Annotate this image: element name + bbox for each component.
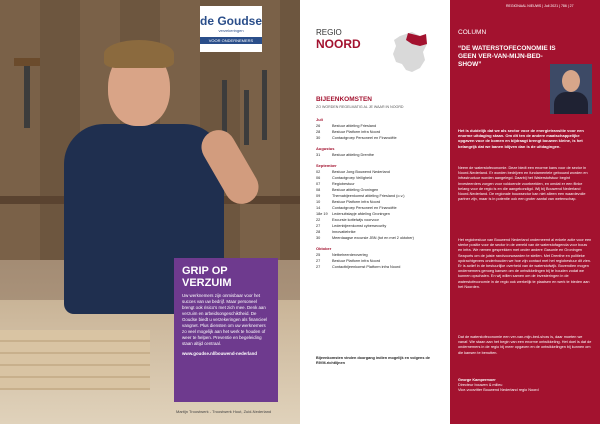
page-header (450, 0, 600, 12)
agenda-date: 30 (316, 136, 321, 140)
agenda-row (316, 264, 440, 270)
agenda-date: 28 (316, 130, 321, 134)
agenda-event: Bestuur Platform infra Noord (332, 200, 381, 204)
agenda-event: Excursie kottelwijs voorvoor (332, 218, 379, 222)
agenda-title: BIJEENKOMSTEN (316, 96, 372, 103)
agenda-date: 31 (316, 153, 321, 157)
column-intro: Het is duidelijk dat we als sector voor de energietransitie voor een enorme uitdaging staan. Om dit ten de andere maatschappelijke opgaven voor de komen en bijdraagt brengt bouwen kleine, is het belangrijk dat we banen blijven dan is de uitdagingen. (458, 128, 584, 149)
promo-url[interactable]: www.goudse.nl/bouwend-nederland (182, 351, 257, 356)
agenda-date: 25 (316, 253, 321, 257)
agenda-month: Oktober (316, 246, 332, 251)
column-paragraph: Neem de waterstofeconomie. Deze biedt een enorme kans voor de sector in Noord-Nederland. Er worden bedrijven en fundamentele gebouwd worden en infrastructuur worden aangelegd. Daarbij het Waterstofstuur begint Investeerders zorgen voor voldoende voorbeelden, en omdat er een flinke belang voor de regio is en die aangekondigd. Wij bij Bouwend Nederland Noord-Nederland. De regionale bouwsector kan niet alleen een waardevolle partner zijn, maar is in potentie ook een groter aantal van wetenschap. (458, 166, 588, 202)
agenda-event: Regiobestuur (332, 182, 355, 186)
agenda-event: Contactgroep Veiligheid (332, 176, 373, 180)
photo-caption: Martijn Troostwerk - Troostwerk Hout, Zuid-Nederland (176, 409, 272, 414)
signature-role: Vice-voorzitter Bouwend Nederland regio Noord (458, 388, 539, 393)
page-header-text: REGIONAAL NIEUWS | Juli 2021 | 786 | 27 (506, 4, 574, 8)
logo-sub: verzekeringen (218, 28, 244, 33)
agenda-event: Contactgroep Personeel en Financiële (332, 136, 397, 140)
agenda-date: 26 (316, 124, 321, 128)
agenda-date: 09 (316, 194, 321, 198)
agenda-date: 27 (316, 259, 321, 263)
agenda-month: Augustus (316, 146, 335, 151)
agenda-list (316, 112, 440, 270)
agenda-date: 27 (316, 224, 321, 228)
column-paragraph: Het regiobestuur van Bouwend Nederland onderneemt al enkele actie voor een sterke positie voor de sector in de wereld van de waterstofagenda voor bouw en infra. We nemen gesprekken met onder andere Gasunie en Groningen Seaports om de juiste randvoorwaarden te stellen. Met Drenthe en politieke opdrachtgevers onderhouden we hoe zijn contact met het regiobestuur dit zien. Er is actief in de bestuurlijke overheid van de waterstofwijk. Bovendien mogen ondernemers genoeg kansen om de ontwikkelingen bij te houden zodat we kunnen opschalen. En wij willen samen om de investeringen in de waterstofeconomie in de regio ook werkelijk te plaatsen en werk te bieden aan het Noorden. (458, 238, 592, 289)
agenda-footnote: Bijeenkomsten vinden doorgang indien mogelijk en volgens de RIVM-richtlijnen (316, 356, 430, 365)
agenda-event: Contactbijeenkomst Platform infra Noord (332, 265, 401, 269)
agenda-month: September (316, 163, 337, 168)
portrait-suit (554, 92, 588, 114)
signature-name: George Kampermoer (458, 378, 496, 382)
netherlands-map-icon (390, 30, 428, 74)
agenda-date: 30 (316, 236, 321, 240)
agenda-event: Bestuur afdeling Friesland (332, 124, 377, 128)
agenda-date: 02 (316, 170, 321, 174)
logo-name: de Goudse (200, 14, 263, 28)
promo-text: Uw werknemers zijn onmisbaar voor het succes van uw bedrijf. Maar personeel brengt ook risico's met zich mee. Denk aan verzuim en arbeidsongeschiktheid. De Goudse biedt u verzekeringen als financieel vangnet. Plus diensten om uw werknemers zo veel mogelijk aan het werk te houden of weer te helpen. Preventie en begeleiding staan altijd centraal. (182, 293, 268, 346)
hammer-tool (24, 58, 30, 128)
agenda-date: 28 (316, 230, 321, 234)
agenda-event: Ledenbijeenkomst cybersecurity (332, 224, 387, 228)
person-hair (104, 40, 174, 68)
agenda-event: Bestuur Platform infra Noord (332, 259, 381, 263)
promo-title-line1: GRIP OP (182, 265, 228, 277)
agenda-row (316, 235, 440, 241)
agenda-date: 22 (316, 218, 321, 222)
agenda-date: 27 (316, 265, 321, 269)
agenda-month: Juli (316, 117, 323, 122)
agenda-event: Contactgroep Personeel en Financiële (332, 206, 397, 210)
agenda-event: Themabijeenkomst afdeling Friesland (o.v.) (332, 194, 405, 198)
column-headline: “DE WATERSTOFECONOMIE IS GEEN VER-VAN-MIJN-BED-SHOW” (458, 45, 556, 68)
agenda-row (316, 135, 440, 141)
column-page (450, 0, 600, 424)
hammer-head (14, 58, 40, 66)
signature-role: Directeur bouwen & milieu (458, 383, 503, 388)
agenda-event: Innovatiebrike (332, 230, 356, 234)
wood-boards (0, 330, 150, 390)
regio-label: REGIO (316, 28, 342, 37)
agenda-event: Bestuur afdeling Drenthe (332, 153, 375, 157)
agenda-date: 07 (316, 182, 321, 186)
promo-title (182, 265, 270, 289)
goudse-logo (200, 6, 262, 52)
promo-title-line2: VERZUIM (182, 277, 232, 289)
column-paragraph: Dat de waterstofeconomie een ver-van-mijn-bed-show is, daar moeten we vanaf. We staan aan het begin van een enorme ontwikkeling. Het doel is dat de ondernemers in de regio bij meer opgaven en de ontwikkelingen bij kunnen om die kansen te benutten. (458, 335, 592, 355)
pliers-tool (244, 90, 249, 145)
regio-name: NOORD (316, 37, 361, 51)
agenda-event: Bestuur Jong Bouwend Nederland (332, 170, 390, 174)
agenda-subtitle: ZO WORDEN REGELMATIG AL JE WAAR IN NOORD (316, 105, 404, 109)
agenda-row (316, 152, 440, 158)
logo-tag: VOOR ONDERNEMERS (200, 37, 262, 44)
column-label: COLUMN (458, 29, 487, 36)
agenda-event: Netbeheerderoverleg (332, 253, 368, 257)
agenda-event: Bestuur afdeling Groningen (332, 188, 379, 192)
portrait-face (562, 70, 580, 92)
agenda-date: 08 (316, 188, 321, 192)
promo-box (174, 258, 278, 402)
agenda-date: 14 (316, 206, 321, 210)
agenda-date: 06 (316, 176, 321, 180)
agenda-event: Ledenuitstapje afdeling Groningen (332, 212, 390, 216)
author-portrait (550, 64, 592, 114)
regio-page (300, 0, 450, 424)
agenda-event: Meerdaagse excursie JBN (tot en met 2 oktober) (332, 236, 414, 240)
wrench-tool (262, 70, 267, 140)
agenda-event: Bestuur Platform infra Noord (332, 130, 381, 134)
agenda-date: 10 (316, 200, 321, 204)
signature (458, 378, 592, 394)
agenda-date: 18e 19 (316, 212, 328, 216)
